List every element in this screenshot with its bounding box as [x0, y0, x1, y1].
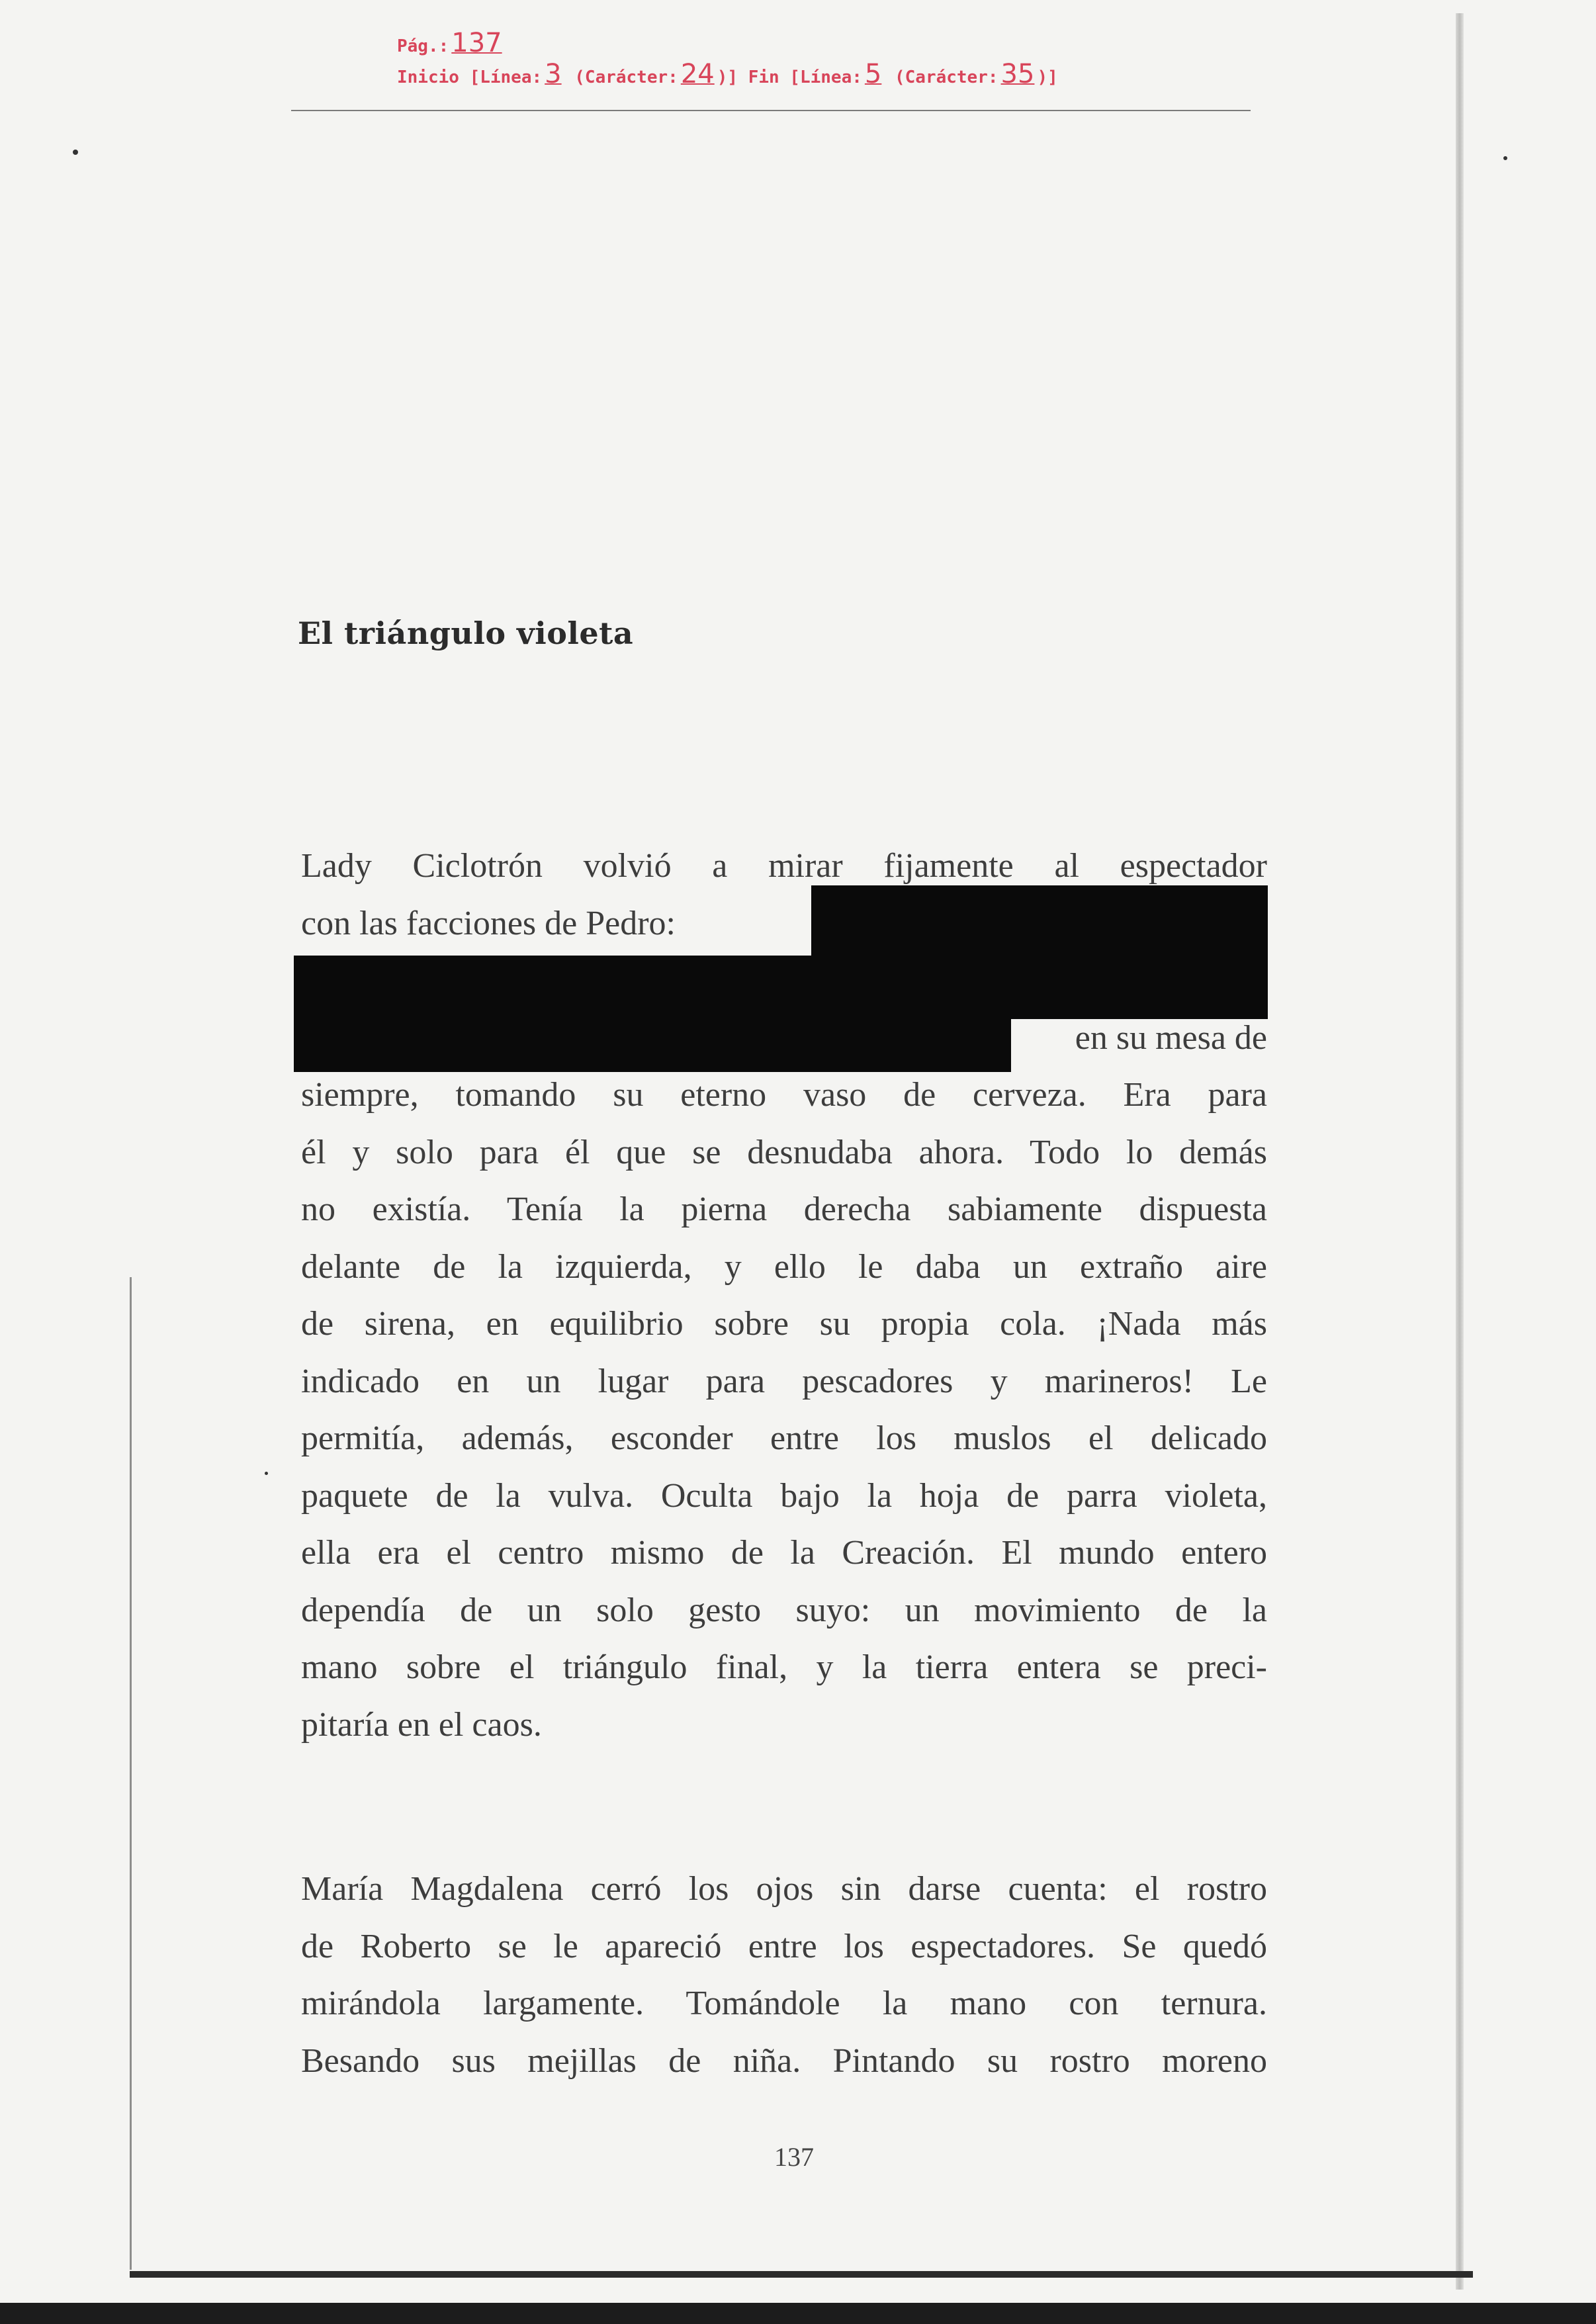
paragraph-2: [301, 1861, 1267, 2090]
page-edge-right: [1456, 13, 1464, 2290]
text-line: paquete de la vulva. Oculta bajo la hoja de parra violeta,: [301, 1476, 1267, 1515]
text-line: pitaría en el caos.: [301, 1705, 542, 1744]
stamp-end-label: Fin [Línea:: [748, 67, 862, 87]
text-line: en su mesa de: [1075, 1018, 1267, 1057]
text-line: mano sobre el triángulo final, y la tierra entera se preci-: [301, 1648, 1267, 1686]
stamp-start-close: )]: [717, 67, 738, 87]
stamp-start-char: 24: [680, 59, 715, 89]
text-line: de sirena, en equilibrio sobre su propia cola. ¡Nada más: [301, 1305, 1267, 1343]
stamp-page-row: [397, 29, 1058, 60]
stamp-start-label: Inicio [Línea:: [397, 67, 543, 87]
stamp-range-row: [397, 60, 1058, 91]
stamp-end-line: 5: [864, 59, 882, 89]
text-line: Besando sus mejillas de niña. Pintando su rostro moreno: [301, 2041, 1267, 2080]
stamp-start-line: 3: [545, 59, 562, 89]
redaction-block: [294, 956, 1268, 1019]
text-line: de Roberto se le apareció entre los espectadores. Se quedó: [301, 1927, 1267, 1965]
scan-speck: [265, 1472, 268, 1475]
scan-speck: [1503, 156, 1507, 160]
text-line: permitía, además, esconder entre los muslos el delicado: [301, 1419, 1267, 1457]
stamp-end-char: 35: [1000, 59, 1035, 89]
text-line: dependía de un solo gesto suyo: un movimiento de la: [301, 1591, 1267, 1629]
text-line: Lady Ciclotrón volvió a mirar fijamente al espectador: [301, 847, 1267, 885]
text-line: siempre, tomando su eterno vaso de cerveza. Era para: [301, 1076, 1267, 1114]
stamp-start-char-label: (Carácter:: [574, 67, 678, 87]
text-line: él y solo para él que se desnudaba ahora. Todo lo demás: [301, 1133, 1267, 1171]
text-line: delante de la izquierda, y ello le daba un extraño aire: [301, 1247, 1267, 1286]
stamp-end-close: )]: [1037, 67, 1058, 87]
stamp-page-label: Pág.:: [397, 36, 449, 56]
text-line: indicado en un lugar para pescadores y marineros! Le: [301, 1362, 1267, 1400]
page-number: 137: [774, 2142, 814, 2172]
redaction-block: [811, 885, 1268, 961]
page-edge-left: [130, 1277, 132, 2270]
text-line: ella era el centro mismo de la Creación. El mundo entero: [301, 1534, 1267, 1572]
scanner-shadow: [0, 2303, 1596, 2324]
chapter-title: El triángulo violeta: [298, 615, 634, 651]
text-line: mirándola largamente. Tomándole la mano con ternura.: [301, 1985, 1267, 2022]
redaction-block: [294, 1012, 1011, 1072]
scan-speck: [73, 150, 78, 155]
text-line: con las facciones de Pedro:: [301, 904, 676, 942]
text-line: María Magdalena cerró los ojos sin darse cuenta: el rostro: [301, 1870, 1267, 1908]
stamp-end-char-label: (Carácter:: [894, 67, 998, 87]
text-line: no existía. Tenía la pierna derecha sabiamente dispuesta: [301, 1190, 1267, 1228]
header-rule: [291, 110, 1251, 111]
page-edge-bottom: [130, 2271, 1473, 2278]
header-stamp: [397, 29, 1058, 91]
stamp-page-value: 137: [451, 28, 502, 58]
